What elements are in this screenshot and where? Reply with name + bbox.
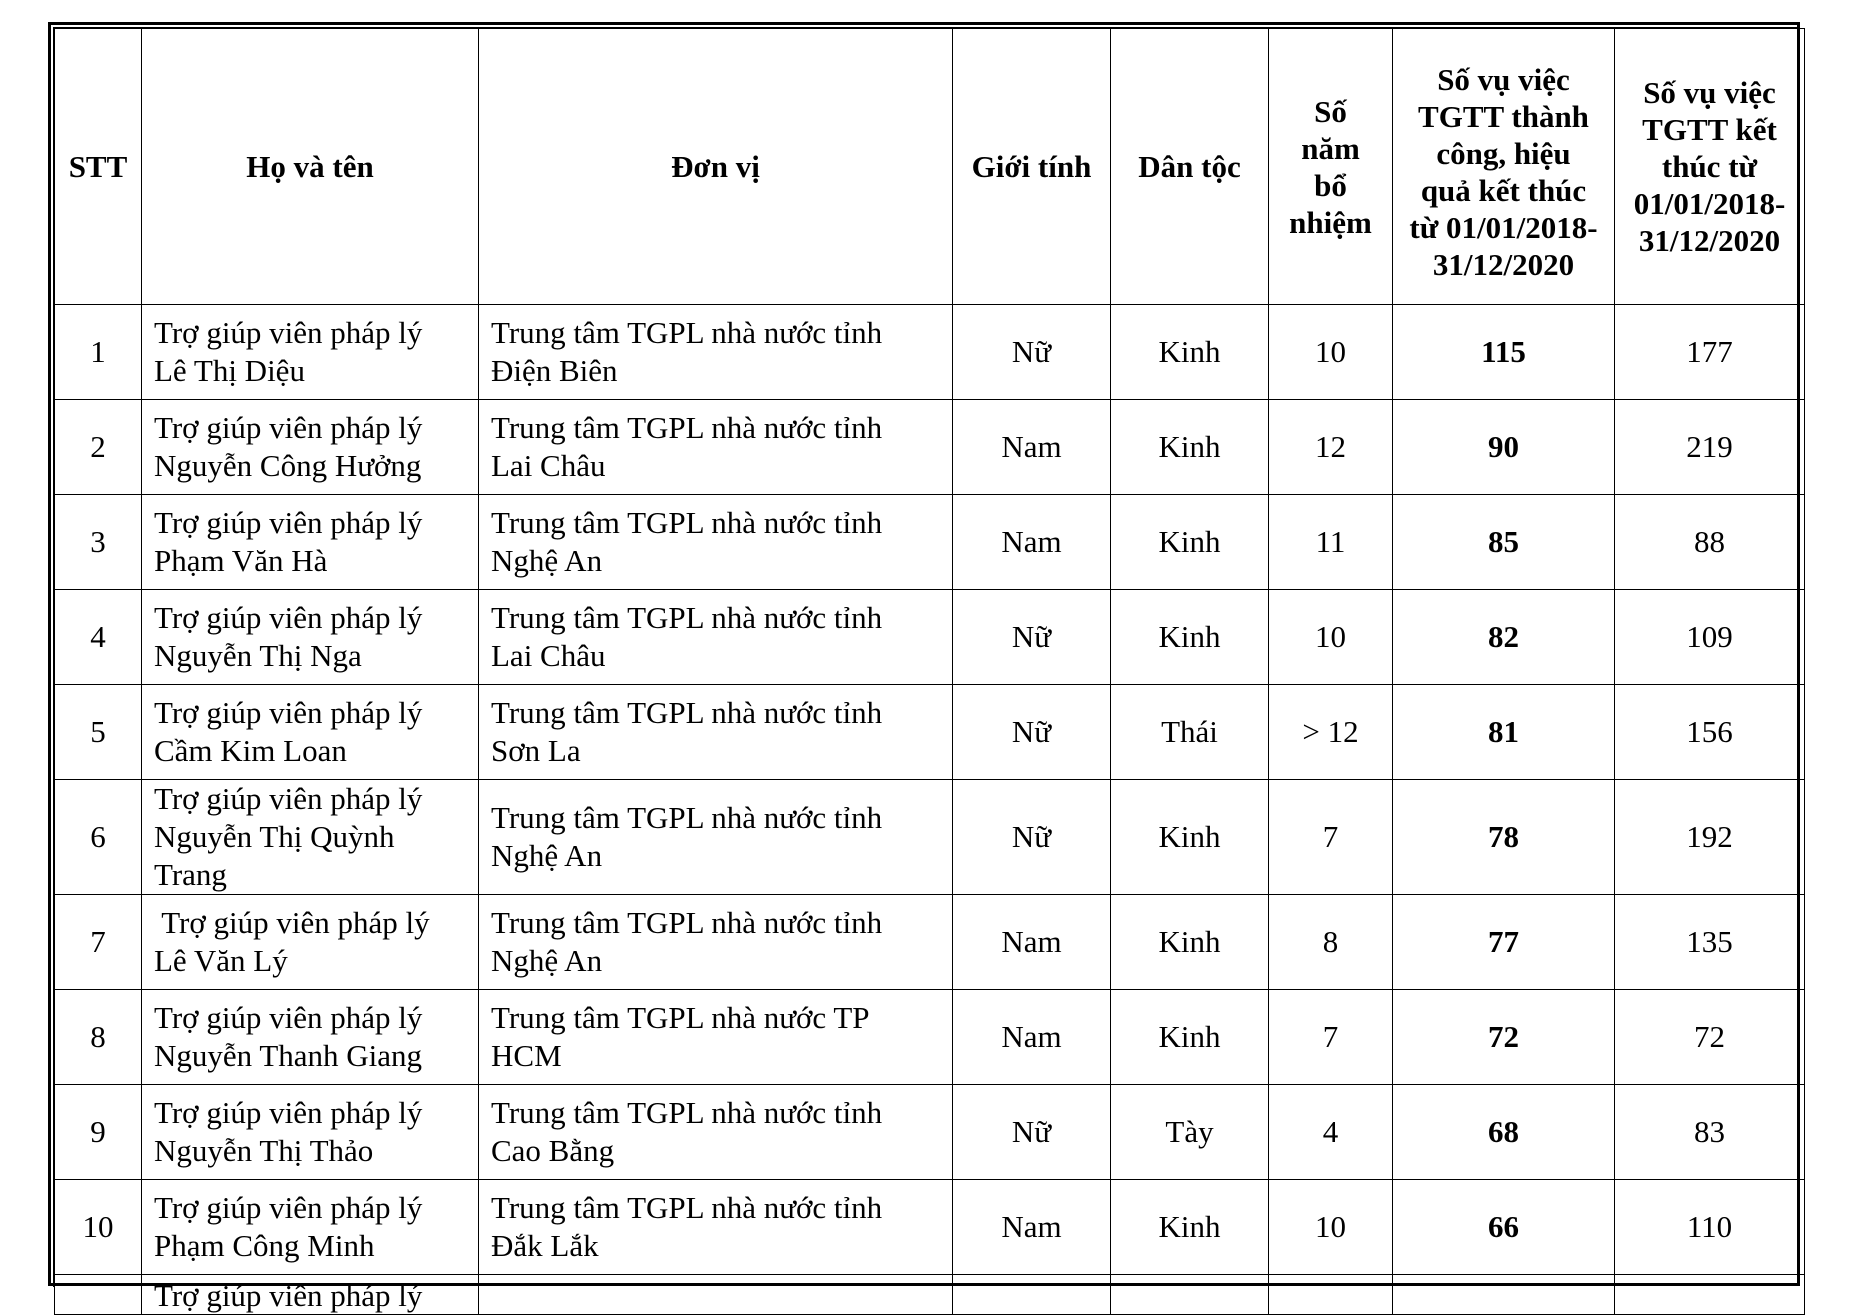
cell-unit [479, 685, 953, 780]
cell-years: 8 [1269, 895, 1393, 990]
cell-ethnic: Kinh [1111, 400, 1269, 495]
name-line: Nguyễn Thị Quỳnh [154, 819, 395, 854]
legal-aid-table [54, 28, 1805, 1315]
cell-success: 82 [1393, 590, 1615, 685]
cell-stt [55, 1275, 142, 1315]
unit-line: HCM [491, 1038, 562, 1073]
name-line: Trang [154, 857, 227, 892]
cell-name [142, 685, 479, 780]
cell-unit [479, 1085, 953, 1180]
cell-name [142, 990, 479, 1085]
cell-years: 10 [1269, 590, 1393, 685]
cell-name [142, 590, 479, 685]
cell-ended: 219 [1615, 400, 1805, 495]
name-line: Trợ giúp viên pháp lý [154, 905, 430, 940]
header-ethnic: Dân tộc [1111, 29, 1269, 305]
cell-years: 7 [1269, 990, 1393, 1085]
header-years-line: năm [1301, 130, 1360, 166]
cell-name [142, 1275, 479, 1315]
name-line: Lê Thị Diệu [154, 353, 305, 388]
cell-unit [479, 990, 953, 1085]
cell-years: 4 [1269, 1085, 1393, 1180]
cell-success: 66 [1393, 1180, 1615, 1275]
cell-ethnic: Kinh [1111, 990, 1269, 1085]
cell-years: 10 [1269, 305, 1393, 400]
table-row [55, 895, 1805, 990]
cell-success: 81 [1393, 685, 1615, 780]
cell-unit [479, 495, 953, 590]
cell-unit [479, 780, 953, 895]
unit-line: Cao Bằng [491, 1133, 615, 1168]
cell-gender: Nữ [953, 780, 1111, 895]
cell-stt: 8 [55, 990, 142, 1085]
table-inner-border [53, 27, 1799, 1313]
cell-ethnic: Thái [1111, 685, 1269, 780]
unit-line: Điện Biên [491, 353, 618, 388]
cell-success: 78 [1393, 780, 1615, 895]
cell-stt: 1 [55, 305, 142, 400]
header-success-line: công, hiệu [1436, 135, 1571, 171]
unit-line: Đắk Lắk [491, 1228, 599, 1263]
table-row [55, 1180, 1805, 1275]
header-success-line: 31/12/2020 [1432, 246, 1575, 282]
unit-line: Trung tâm TGPL nhà nước tỉnh [491, 505, 883, 540]
name-line: Nguyễn Thị Thảo [154, 1133, 374, 1168]
name-line: Nguyễn Thị Nga [154, 638, 362, 673]
name-line: Trợ giúp viên pháp lý [154, 1190, 423, 1225]
cell-success: 115 [1393, 305, 1615, 400]
name-line: Trợ giúp viên pháp lý [154, 781, 423, 816]
unit-line: Trung tâm TGPL nhà nước tỉnh [491, 905, 883, 940]
cell-years: 11 [1269, 495, 1393, 590]
cell-ethnic: Kinh [1111, 895, 1269, 990]
name-line: Nguyễn Công Hưởng [154, 448, 422, 483]
unit-line: Trung tâm TGPL nhà nước tỉnh [491, 695, 883, 730]
name-line: Phạm Công Minh [154, 1228, 375, 1263]
cell-ethnic: Kinh [1111, 590, 1269, 685]
name-line: Phạm Văn Hà [154, 543, 328, 578]
header-ended-line: 01/01/2018- [1633, 186, 1786, 221]
unit-line: Trung tâm TGPL nhà nước tỉnh [491, 1095, 883, 1130]
table-row [55, 990, 1805, 1085]
cell-stt: 4 [55, 590, 142, 685]
header-years-line: bổ [1314, 167, 1347, 203]
table-row-partial [55, 1275, 1805, 1315]
cell-gender: Nữ [953, 685, 1111, 780]
name-line: Trợ giúp viên pháp lý [154, 505, 423, 540]
cell-years: 7 [1269, 780, 1393, 895]
header-row [55, 29, 1805, 305]
unit-line: Trung tâm TGPL nhà nước TP [491, 1000, 870, 1035]
cell-ethnic [1111, 1275, 1269, 1315]
name-line: Trợ giúp viên pháp lý [154, 1278, 423, 1313]
cell-years: 12 [1269, 400, 1393, 495]
table-row [55, 305, 1805, 400]
unit-line: Trung tâm TGPL nhà nước tỉnh [491, 315, 883, 350]
header-stt: STT [55, 29, 142, 305]
unit-line: Sơn La [491, 733, 581, 768]
cell-unit [479, 895, 953, 990]
header-years [1269, 29, 1393, 305]
cell-years: 10 [1269, 1180, 1393, 1275]
cell-ethnic: Kinh [1111, 305, 1269, 400]
cell-ended: 83 [1615, 1085, 1805, 1180]
cell-name [142, 1180, 479, 1275]
cell-ended [1615, 1275, 1805, 1315]
cell-stt: 2 [55, 400, 142, 495]
table-frame [48, 22, 1800, 1313]
header-success-line: từ 01/01/2018- [1409, 209, 1598, 245]
cell-success: 68 [1393, 1085, 1615, 1180]
name-line: Cầm Kim Loan [154, 733, 347, 768]
cell-stt: 9 [55, 1085, 142, 1180]
cell-years: > 12 [1269, 685, 1393, 780]
header-ended [1615, 29, 1805, 305]
cell-ended: 192 [1615, 780, 1805, 895]
name-line: Trợ giúp viên pháp lý [154, 315, 423, 350]
cell-gender: Nam [953, 495, 1111, 590]
header-years-line: nhiệm [1289, 204, 1372, 240]
cell-name [142, 1085, 479, 1180]
unit-line: Nghệ An [491, 838, 603, 873]
cell-gender: Nam [953, 400, 1111, 495]
header-ended-line: thúc từ [1661, 149, 1758, 184]
cell-stt: 3 [55, 495, 142, 590]
cell-ended: 88 [1615, 495, 1805, 590]
header-success-line: TGTT thành [1418, 98, 1589, 134]
cell-gender: Nam [953, 895, 1111, 990]
cell-ethnic: Tày [1111, 1085, 1269, 1180]
cell-ended: 109 [1615, 590, 1805, 685]
name-line: Trợ giúp viên pháp lý [154, 410, 423, 445]
cell-ethnic: Kinh [1111, 495, 1269, 590]
header-ended-line: Số vụ việc [1643, 75, 1776, 110]
table-row [55, 590, 1805, 685]
cell-unit [479, 590, 953, 685]
table-row [55, 495, 1805, 590]
cell-ethnic: Kinh [1111, 1180, 1269, 1275]
cell-success: 85 [1393, 495, 1615, 590]
cell-unit [479, 305, 953, 400]
name-line: Nguyễn Thanh Giang [154, 1038, 423, 1073]
header-success [1393, 29, 1615, 305]
cell-ended: 156 [1615, 685, 1805, 780]
cell-name [142, 780, 479, 895]
cell-gender: Nữ [953, 305, 1111, 400]
header-ended-line: TGTT kết [1642, 112, 1777, 147]
table-row [55, 780, 1805, 895]
cell-name [142, 305, 479, 400]
unit-line: Trung tâm TGPL nhà nước tỉnh [491, 410, 883, 445]
header-gender: Giới tính [953, 29, 1111, 305]
cell-unit [479, 400, 953, 495]
cell-stt: 5 [55, 685, 142, 780]
cell-ethnic: Kinh [1111, 780, 1269, 895]
cell-name [142, 495, 479, 590]
table-row [55, 685, 1805, 780]
unit-line: Trung tâm TGPL nhà nước tỉnh [491, 1190, 883, 1225]
cell-name [142, 400, 479, 495]
cell-gender: Nam [953, 1180, 1111, 1275]
cell-unit [479, 1180, 953, 1275]
unit-line: Trung tâm TGPL nhà nước tỉnh [491, 600, 883, 635]
unit-line: Lai Châu [491, 638, 606, 673]
name-line: Trợ giúp viên pháp lý [154, 1095, 423, 1130]
cell-gender: Nữ [953, 1085, 1111, 1180]
name-line: Lê Văn Lý [154, 943, 288, 978]
unit-line: Lai Châu [491, 448, 606, 483]
header-years-line: Số [1314, 93, 1347, 129]
name-line: Trợ giúp viên pháp lý [154, 600, 423, 635]
unit-line: Nghệ An [491, 943, 603, 978]
cell-name [142, 895, 479, 990]
cell-gender: Nam [953, 990, 1111, 1085]
unit-line: Trung tâm TGPL nhà nước tỉnh [491, 800, 883, 835]
cell-years [1269, 1275, 1393, 1315]
table-row [55, 400, 1805, 495]
cell-unit [479, 1275, 953, 1315]
cell-gender: Nữ [953, 590, 1111, 685]
name-line: Trợ giúp viên pháp lý [154, 1000, 423, 1035]
cell-ended: 177 [1615, 305, 1805, 400]
cell-success: 72 [1393, 990, 1615, 1085]
table-row [55, 1085, 1805, 1180]
cell-ended: 72 [1615, 990, 1805, 1085]
cell-ended: 110 [1615, 1180, 1805, 1275]
cell-success: 77 [1393, 895, 1615, 990]
cell-stt: 6 [55, 780, 142, 895]
name-line: Trợ giúp viên pháp lý [154, 695, 423, 730]
header-ended-line: 31/12/2020 [1638, 223, 1781, 258]
header-success-line: Số vụ việc [1437, 61, 1570, 97]
cell-success: 90 [1393, 400, 1615, 495]
header-success-line: quả kết thúc [1420, 172, 1587, 208]
header-unit: Đơn vị [479, 29, 953, 305]
unit-line: Nghệ An [491, 543, 603, 578]
cell-ended: 135 [1615, 895, 1805, 990]
cell-stt: 7 [55, 895, 142, 990]
header-name: Họ và tên [142, 29, 479, 305]
cell-success [1393, 1275, 1615, 1315]
cell-gender [953, 1275, 1111, 1315]
cell-stt: 10 [55, 1180, 142, 1275]
